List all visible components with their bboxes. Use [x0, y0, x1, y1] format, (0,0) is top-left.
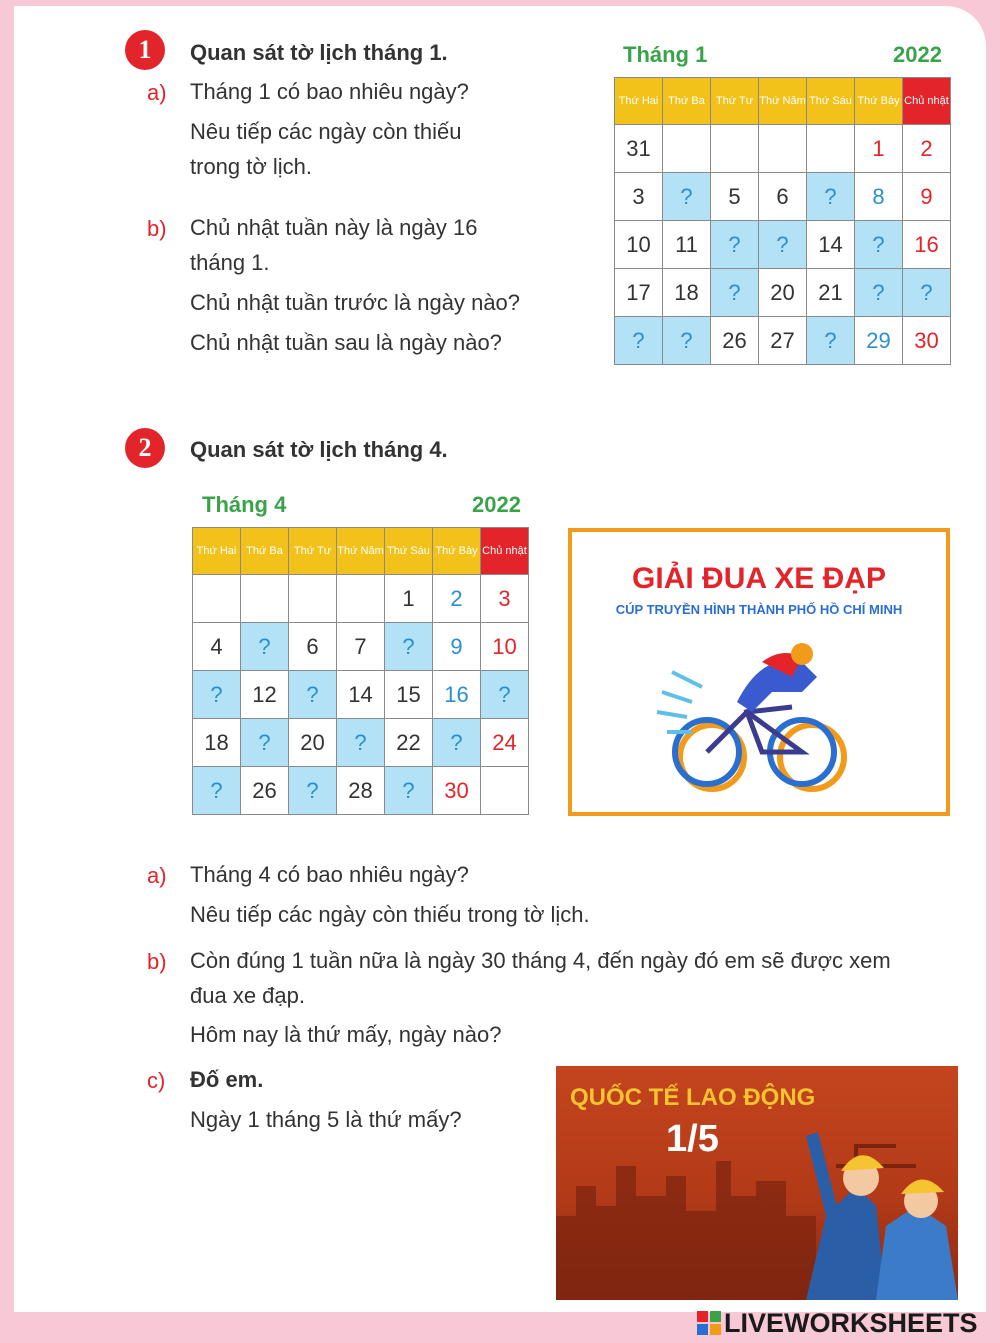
day-cell: 3 — [615, 173, 663, 221]
bike-race-title: GIẢI ĐUA XE ĐẠP — [632, 562, 886, 595]
day-cell: 29 — [855, 317, 903, 365]
day-cell: 6 — [289, 623, 337, 671]
ex1-a-label: a) — [147, 80, 167, 105]
missing-day-cell[interactable]: ? — [663, 317, 711, 365]
cyclist-illustration-icon — [652, 632, 872, 802]
calendar-week-row — [615, 317, 951, 365]
day-cell: 22 — [385, 719, 433, 767]
missing-day-cell[interactable]: ? — [807, 317, 855, 365]
missing-day-cell[interactable]: ? — [711, 221, 759, 269]
weekday-cell-sunday: Chủ nhật — [481, 528, 529, 575]
day-cell: 6 — [759, 173, 807, 221]
labor-day-date: 1/5 — [666, 1118, 719, 1160]
weekday-cell: Thứ Ba — [241, 528, 289, 575]
jan-calendar-table — [614, 77, 951, 365]
calendar-week-row — [615, 173, 951, 221]
ex1-b-line-2: tháng 1. — [190, 250, 270, 275]
day-cell — [193, 575, 241, 623]
day-cell: 1 — [385, 575, 433, 623]
liveworksheets-logo-icon — [697, 1311, 721, 1335]
missing-day-cell[interactable]: ? — [289, 767, 337, 815]
jan-calendar-year: 2022 — [893, 42, 942, 67]
exercise-1-title: Quan sát tờ lịch tháng 1. — [190, 40, 448, 65]
missing-day-cell[interactable]: ? — [241, 719, 289, 767]
weekday-cell-sunday: Chủ nhật — [903, 78, 951, 125]
weekday-header-row — [615, 78, 951, 125]
day-cell — [289, 575, 337, 623]
day-cell: 9 — [433, 623, 481, 671]
exercise-2-title: Quan sát tờ lịch tháng 4. — [190, 437, 448, 462]
day-cell: 10 — [481, 623, 529, 671]
weekday-cell: Thứ Ba — [663, 78, 711, 125]
day-cell: 11 — [663, 221, 711, 269]
weekday-cell: Thứ Hai — [193, 528, 241, 575]
calendar-week-row — [193, 575, 529, 623]
missing-day-cell[interactable]: ? — [193, 767, 241, 815]
day-cell: 12 — [241, 671, 289, 719]
calendar-week-row — [193, 671, 529, 719]
ex1-a-line-3: trong tờ lịch. — [190, 154, 313, 179]
calendar-week-row — [615, 269, 951, 317]
ex2-a-line-2: Nêu tiếp các ngày còn thiếu trong tờ lịch. — [190, 902, 590, 927]
day-cell: 8 — [855, 173, 903, 221]
ex1-a-line-2: Nêu tiếp các ngày còn thiếu — [190, 119, 462, 144]
missing-day-cell[interactable]: ? — [903, 269, 951, 317]
missing-day-cell[interactable]: ? — [385, 623, 433, 671]
missing-day-cell[interactable]: ? — [241, 623, 289, 671]
day-cell — [337, 575, 385, 623]
day-cell: 16 — [903, 221, 951, 269]
day-cell: 2 — [903, 125, 951, 173]
bike-race-poster — [568, 528, 950, 816]
ex2-c-label: c) — [147, 1068, 166, 1093]
calendar-week-row — [193, 623, 529, 671]
labor-day-title: QUỐC TẾ LAO ĐỘNG — [570, 1084, 816, 1111]
day-cell: 9 — [903, 173, 951, 221]
bike-race-subtitle: CÚP TRUYỀN HÌNH THÀNH PHỐ HỒ CHÍ MINH — [615, 602, 903, 617]
day-cell: 16 — [433, 671, 481, 719]
missing-day-cell[interactable]: ? — [433, 719, 481, 767]
missing-day-cell[interactable]: ? — [807, 173, 855, 221]
exercise-1-number: 1 — [125, 30, 165, 70]
day-cell: 7 — [337, 623, 385, 671]
day-cell — [807, 125, 855, 173]
liveworksheets-brand: LIVEWORKSHEETS — [724, 1308, 978, 1338]
weekday-cell: Thứ Bảy — [433, 528, 481, 575]
ex1-b-label: b) — [147, 216, 167, 241]
weekday-cell: Thứ Hai — [615, 78, 663, 125]
weekday-cell: Thứ Sáu — [807, 78, 855, 125]
day-cell — [481, 767, 529, 815]
missing-day-cell[interactable]: ? — [759, 221, 807, 269]
missing-day-cell[interactable]: ? — [289, 671, 337, 719]
missing-day-cell[interactable]: ? — [385, 767, 433, 815]
ex1-a-line-1: Tháng 1 có bao nhiêu ngày? — [190, 79, 469, 104]
labor-day-poster — [556, 1066, 958, 1300]
day-cell: 4 — [193, 623, 241, 671]
day-cell: 20 — [759, 269, 807, 317]
missing-day-cell[interactable]: ? — [855, 269, 903, 317]
day-cell: 26 — [711, 317, 759, 365]
calendar-week-row — [193, 719, 529, 767]
day-cell: 30 — [903, 317, 951, 365]
missing-day-cell[interactable]: ? — [193, 671, 241, 719]
day-cell — [711, 125, 759, 173]
day-cell: 28 — [337, 767, 385, 815]
ex1-b-line-1: Chủ nhật tuần này là ngày 16 — [190, 215, 478, 240]
jan-calendar-month: Tháng 1 — [623, 42, 708, 67]
apr-calendar-table — [192, 527, 529, 815]
exercise-2-number: 2 — [125, 428, 165, 468]
day-cell: 14 — [807, 221, 855, 269]
ex2-b-line-3: Hôm nay là thứ mấy, ngày nào? — [190, 1022, 502, 1047]
day-cell: 30 — [433, 767, 481, 815]
ex2-b-line-1: Còn đúng 1 tuần nữa là ngày 30 tháng 4, đến ngày đó em sẽ được xem — [190, 948, 891, 973]
apr-calendar-month: Tháng 4 — [202, 492, 287, 517]
day-cell: 5 — [711, 173, 759, 221]
ex2-a-label: a) — [147, 863, 167, 888]
day-cell — [241, 575, 289, 623]
day-cell: 24 — [481, 719, 529, 767]
day-cell — [663, 125, 711, 173]
ex1-b-line-4: Chủ nhật tuần sau là ngày nào? — [190, 330, 502, 355]
day-cell: 1 — [855, 125, 903, 173]
ex2-c-line-2: Ngày 1 tháng 5 là thứ mấy? — [190, 1107, 462, 1132]
day-cell: 18 — [193, 719, 241, 767]
day-cell: 26 — [241, 767, 289, 815]
weekday-cell: Thứ Năm — [337, 528, 385, 575]
ex1-b-line-3: Chủ nhật tuần trước là ngày nào? — [190, 290, 521, 315]
weekday-cell: Thứ Năm — [759, 78, 807, 125]
day-cell: 21 — [807, 269, 855, 317]
calendar-week-row — [193, 767, 529, 815]
day-cell: 17 — [615, 269, 663, 317]
missing-day-cell[interactable]: ? — [855, 221, 903, 269]
day-cell: 18 — [663, 269, 711, 317]
day-cell: 20 — [289, 719, 337, 767]
day-cell: 14 — [337, 671, 385, 719]
weekday-cell: Thứ Tư — [289, 528, 337, 575]
ex2-a-line-1: Tháng 4 có bao nhiêu ngày? — [190, 862, 469, 887]
missing-day-cell[interactable]: ? — [481, 671, 529, 719]
missing-day-cell[interactable]: ? — [615, 317, 663, 365]
missing-day-cell[interactable]: ? — [337, 719, 385, 767]
day-cell: 2 — [433, 575, 481, 623]
missing-day-cell[interactable]: ? — [663, 173, 711, 221]
day-cell: 10 — [615, 221, 663, 269]
ex2-b-label: b) — [147, 949, 167, 974]
apr-calendar-year: 2022 — [472, 492, 521, 517]
calendar-week-row — [615, 125, 951, 173]
weekday-cell: Thứ Sáu — [385, 528, 433, 575]
day-cell: 27 — [759, 317, 807, 365]
day-cell: 15 — [385, 671, 433, 719]
day-cell: 3 — [481, 575, 529, 623]
weekday-cell: Thứ Bảy — [855, 78, 903, 125]
ex2-b-line-2: đua xe đạp. — [190, 983, 305, 1008]
ex2-c-line-1: Đố em. — [190, 1067, 264, 1092]
day-cell: 31 — [615, 125, 663, 173]
day-cell — [759, 125, 807, 173]
calendar-week-row — [615, 221, 951, 269]
missing-day-cell[interactable]: ? — [711, 269, 759, 317]
weekday-header-row — [193, 528, 529, 575]
weekday-cell: Thứ Tư — [711, 78, 759, 125]
